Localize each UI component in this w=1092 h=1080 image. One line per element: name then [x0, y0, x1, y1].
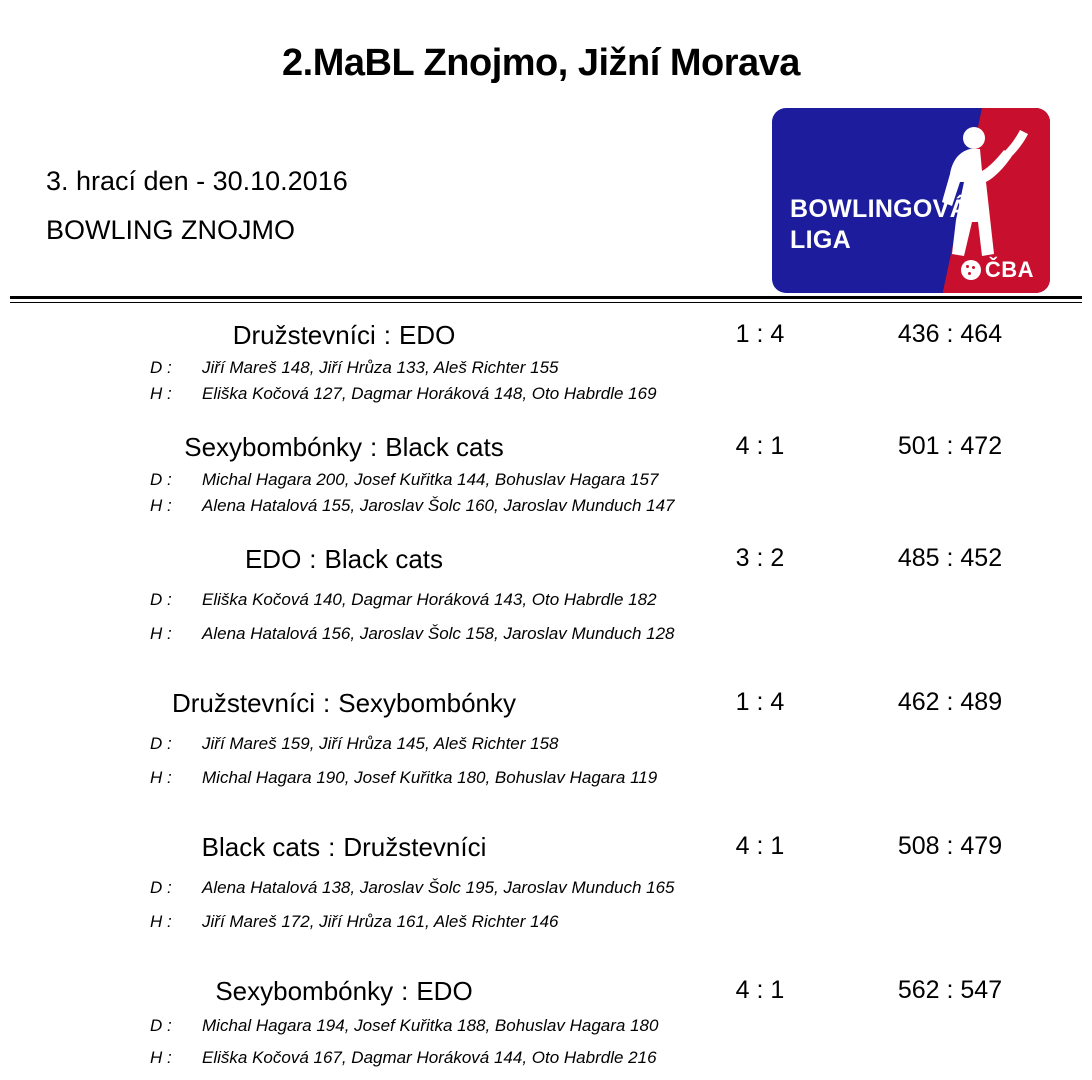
play-day: 3. hrací den - 30.10.2016: [46, 166, 348, 196]
match-players: [0, 590, 1092, 658]
player-row-tag: H :: [150, 1048, 172, 1067]
player-row: [0, 624, 1092, 658]
divider-thick-line: [10, 296, 1082, 299]
player-row: [0, 734, 1092, 768]
logo-line-1: BOWLINGOVÁ: [790, 195, 968, 223]
match-header: [0, 320, 1092, 356]
match-teams: [0, 832, 688, 863]
match-teams: [0, 976, 688, 1007]
player-row-tag: H :: [150, 384, 172, 403]
player-row-names: Eliška Kočová 127, Dagmar Horáková 148, Oto Habrdle 169: [202, 384, 657, 403]
player-row: [0, 1048, 1092, 1080]
pin-score: 508 : 479: [897, 832, 1003, 860]
player-row: [0, 1016, 1092, 1048]
event-meta: [46, 168, 348, 244]
match-teams: [0, 320, 688, 351]
set-score: 1 : 4: [735, 688, 785, 716]
match-header: [0, 688, 1092, 724]
home-team: Družstevníci: [171, 688, 316, 718]
player-row-names: Jiří Mareš 148, Jiří Hrůza 133, Aleš Richter 155: [202, 358, 559, 377]
pin-score: 562 : 547: [897, 976, 1003, 1004]
player-row: [0, 878, 1092, 912]
match-row: [0, 688, 1092, 802]
away-team: Black cats: [385, 432, 504, 462]
pin-score: 436 : 464: [897, 320, 1003, 348]
away-team: Družstevníci: [343, 832, 487, 862]
player-row-names: Alena Hatalová 156, Jaroslav Šolc 158, Jaroslav Munduch 128: [202, 624, 675, 643]
set-score: 4 : 1: [735, 976, 785, 1004]
player-row: [0, 358, 1092, 384]
set-score: 4 : 1: [735, 832, 785, 860]
home-team: Družstevníci: [232, 320, 376, 350]
player-row-tag: H :: [150, 768, 172, 787]
logo-wordmark: [790, 194, 968, 257]
set-score: 3 : 2: [735, 544, 785, 572]
match-row: [0, 976, 1092, 1080]
match-players: [0, 470, 1092, 522]
home-team: EDO: [244, 544, 302, 574]
venue: BOWLING ZNOJMO: [46, 215, 295, 245]
set-score: 1 : 4: [735, 320, 785, 348]
player-row-names: Alena Hatalová 155, Jaroslav Šolc 160, Jaroslav Munduch 147: [202, 496, 675, 515]
team-separator: :: [328, 832, 336, 862]
player-row: [0, 470, 1092, 496]
set-score: 4 : 1: [735, 432, 785, 460]
match-header: [0, 544, 1092, 580]
match-row: [0, 320, 1092, 410]
player-row-tag: D :: [150, 878, 172, 897]
player-row-tag: D :: [150, 470, 172, 489]
header-divider: [10, 296, 1082, 303]
team-separator: :: [383, 320, 391, 350]
player-row-tag: H :: [150, 912, 172, 931]
team-separator: :: [370, 432, 378, 462]
match-players: [0, 1016, 1092, 1080]
away-team: EDO: [398, 320, 456, 350]
page-title: 2.MaBL Znojmo, Jižní Morava: [282, 42, 800, 84]
player-row-names: Jiří Mareš 172, Jiří Hrůza 161, Aleš Richter 146: [202, 912, 559, 931]
player-row-names: Michal Hagara 194, Josef Kuřitka 188, Bohuslav Hagara 180: [202, 1016, 659, 1035]
match-list: [0, 320, 1092, 1080]
away-team: Black cats: [324, 544, 444, 574]
player-row-names: Alena Hatalová 138, Jaroslav Šolc 195, Jaroslav Munduch 165: [202, 878, 675, 897]
team-separator: :: [309, 544, 317, 574]
player-row-tag: H :: [150, 624, 172, 643]
match-players: [0, 734, 1092, 802]
match-row: [0, 432, 1092, 522]
team-separator: :: [401, 976, 409, 1006]
bowling-league-logo: [772, 108, 1050, 293]
match-teams: [0, 688, 688, 719]
player-row-tag: D :: [150, 590, 172, 609]
cba-badge: [961, 257, 1034, 283]
player-row: [0, 768, 1092, 802]
player-row-tag: D :: [150, 734, 172, 753]
match-teams: [0, 432, 688, 463]
away-team: Sexybombónky: [338, 688, 517, 718]
match-header: [0, 832, 1092, 868]
home-team: Sexybombónky: [184, 432, 363, 462]
logo-line-2: LIGA: [790, 226, 851, 255]
match-header: [0, 976, 1092, 1012]
home-team: Black cats: [201, 832, 321, 862]
player-row-names: Eliška Kočová 140, Dagmar Horáková 143, Oto Habrdle 182: [202, 590, 657, 609]
divider-thin-line: [10, 302, 1082, 303]
player-row-names: Eliška Kočová 167, Dagmar Horáková 144, Oto Habrdle 216: [202, 1048, 657, 1067]
pin-score: 485 : 452: [897, 544, 1003, 572]
match-teams: [0, 544, 688, 575]
player-row-tag: H :: [150, 496, 172, 515]
player-row-tag: D :: [150, 358, 172, 377]
match-players: [0, 878, 1092, 946]
player-row-names: Michal Hagara 190, Josef Kuřitka 180, Bohuslav Hagara 119: [202, 768, 658, 787]
player-row: [0, 912, 1092, 946]
match-header: [0, 432, 1092, 468]
away-team: EDO: [416, 976, 473, 1006]
match-row: [0, 832, 1092, 946]
match-players: [0, 358, 1092, 410]
match-row: [0, 544, 1092, 658]
cba-label: ČBA: [984, 257, 1034, 282]
player-row-names: Jiří Mareš 159, Jiří Hrůza 145, Aleš Richter 158: [202, 734, 559, 753]
player-row: [0, 590, 1092, 624]
team-separator: :: [323, 688, 331, 718]
player-row-names: Michal Hagara 200, Josef Kuřitka 144, Bohuslav Hagara 157: [202, 470, 659, 489]
player-row: [0, 496, 1092, 522]
pin-score: 501 : 472: [897, 432, 1003, 460]
bowling-ball-icon: [961, 260, 981, 280]
player-row: [0, 384, 1092, 410]
pin-score: 462 : 489: [897, 688, 1003, 716]
home-team: Sexybombónky: [215, 976, 394, 1006]
player-row-tag: D :: [150, 1016, 172, 1035]
